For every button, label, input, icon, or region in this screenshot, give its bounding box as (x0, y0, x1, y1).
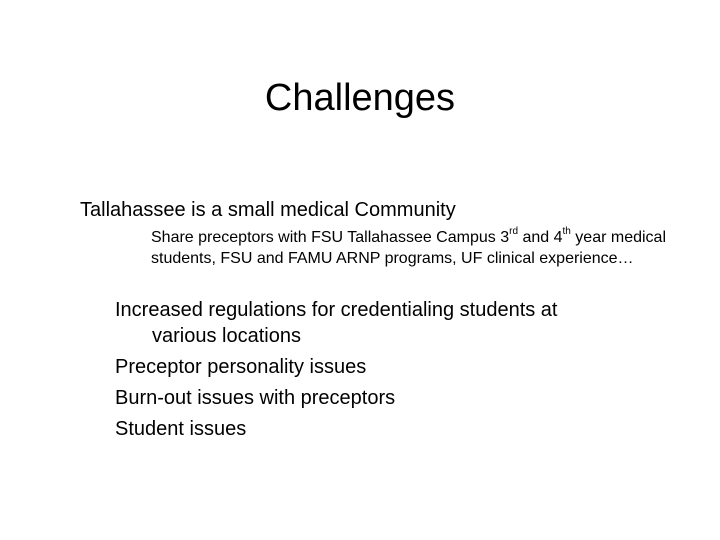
sub-bullet (151, 227, 681, 269)
list-item-personality: Preceptor personality issues (115, 356, 367, 378)
slide-title: Challenges (264, 77, 456, 119)
list-item-credentialing (115, 297, 675, 349)
sub-bullet-text-2: and 4 (518, 229, 563, 246)
sub-bullet-text-1: Share preceptors with FSU Tallahassee Campus 3 (151, 229, 510, 246)
sub-bullet-sup-1: rd (509, 225, 519, 237)
challenge-list (115, 297, 675, 442)
list-item-line: Increased regulations for credentialing students at (115, 299, 558, 321)
list-item-continuation: various locations (152, 325, 301, 347)
sub-bullet-text-3: year medical students, FSU and FAMU ARNP programs, UF clinical experience… (151, 229, 666, 267)
list-item-burnout: Burn-out issues with preceptors (115, 387, 396, 409)
list-item-student: Student issues (115, 418, 247, 440)
bullet-main: Tallahassee is a small medical Community (80, 199, 456, 221)
sub-bullet-sup-2: th (562, 225, 571, 237)
